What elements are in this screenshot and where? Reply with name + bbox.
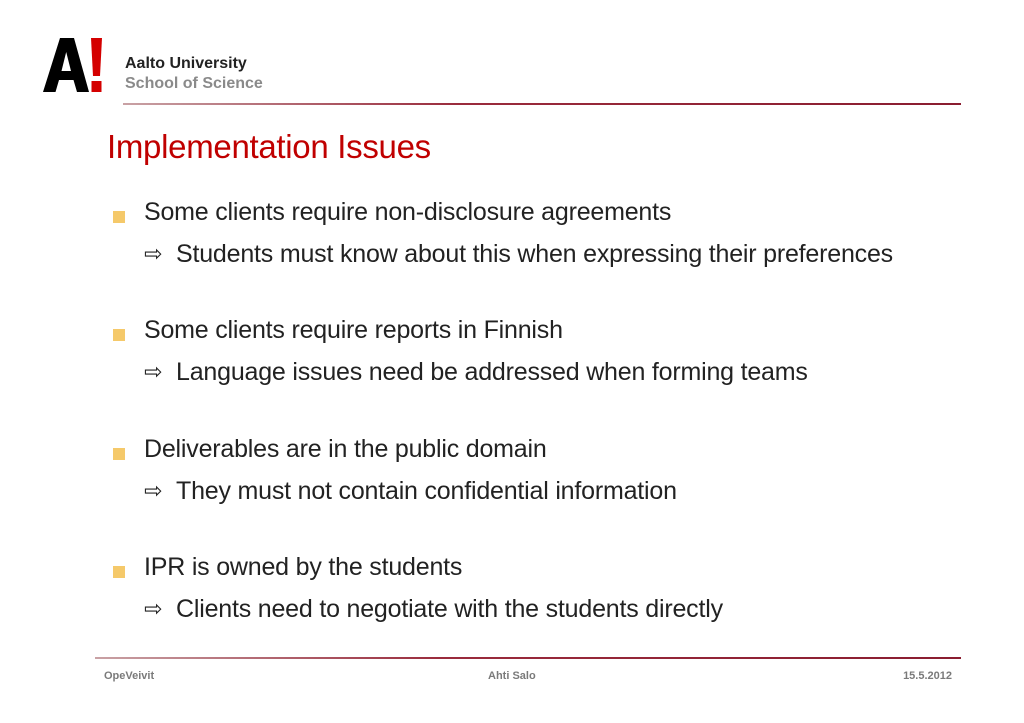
university-name: Aalto University [125,55,247,72]
bullet-square-icon [113,329,125,341]
footer-date: 15.5.2012 [903,670,952,682]
aalto-logo [43,36,303,100]
footer-author: Ahti Salo [488,670,536,682]
header-divider [123,103,961,105]
bullet-square-icon [113,566,125,578]
arrow-right-icon: ⇨ [144,242,163,267]
sub-bullet-text: Students must know about this when expressing their preferences [176,240,893,268]
bullet-text: Some clients require non-disclosure agreements [144,198,672,226]
sub-bullet-text: They must not contain confidential information [176,477,677,505]
arrow-right-icon: ⇨ [144,479,163,504]
aalto-a-logo-icon [43,36,103,94]
arrow-right-icon: ⇨ [144,360,163,385]
bullet-text: Some clients require reports in Finnish [144,316,563,344]
footer-course: OpeVeivit [104,670,155,682]
bullet-text: Deliverables are in the public domain [144,435,547,463]
school-name: School of Science [125,75,263,92]
sub-bullet-text: Clients need to negotiate with the students directly [176,595,723,623]
bullet-square-icon [113,211,125,223]
sub-bullet-text: Language issues need be addressed when forming teams [176,358,808,386]
bullet-text: IPR is owned by the students [144,553,463,581]
arrow-right-icon: ⇨ [144,597,163,622]
footer-divider [95,657,961,659]
bullet-square-icon [113,448,125,460]
logo-text [125,54,263,94]
slide-title: Implementation Issues [107,128,431,165]
